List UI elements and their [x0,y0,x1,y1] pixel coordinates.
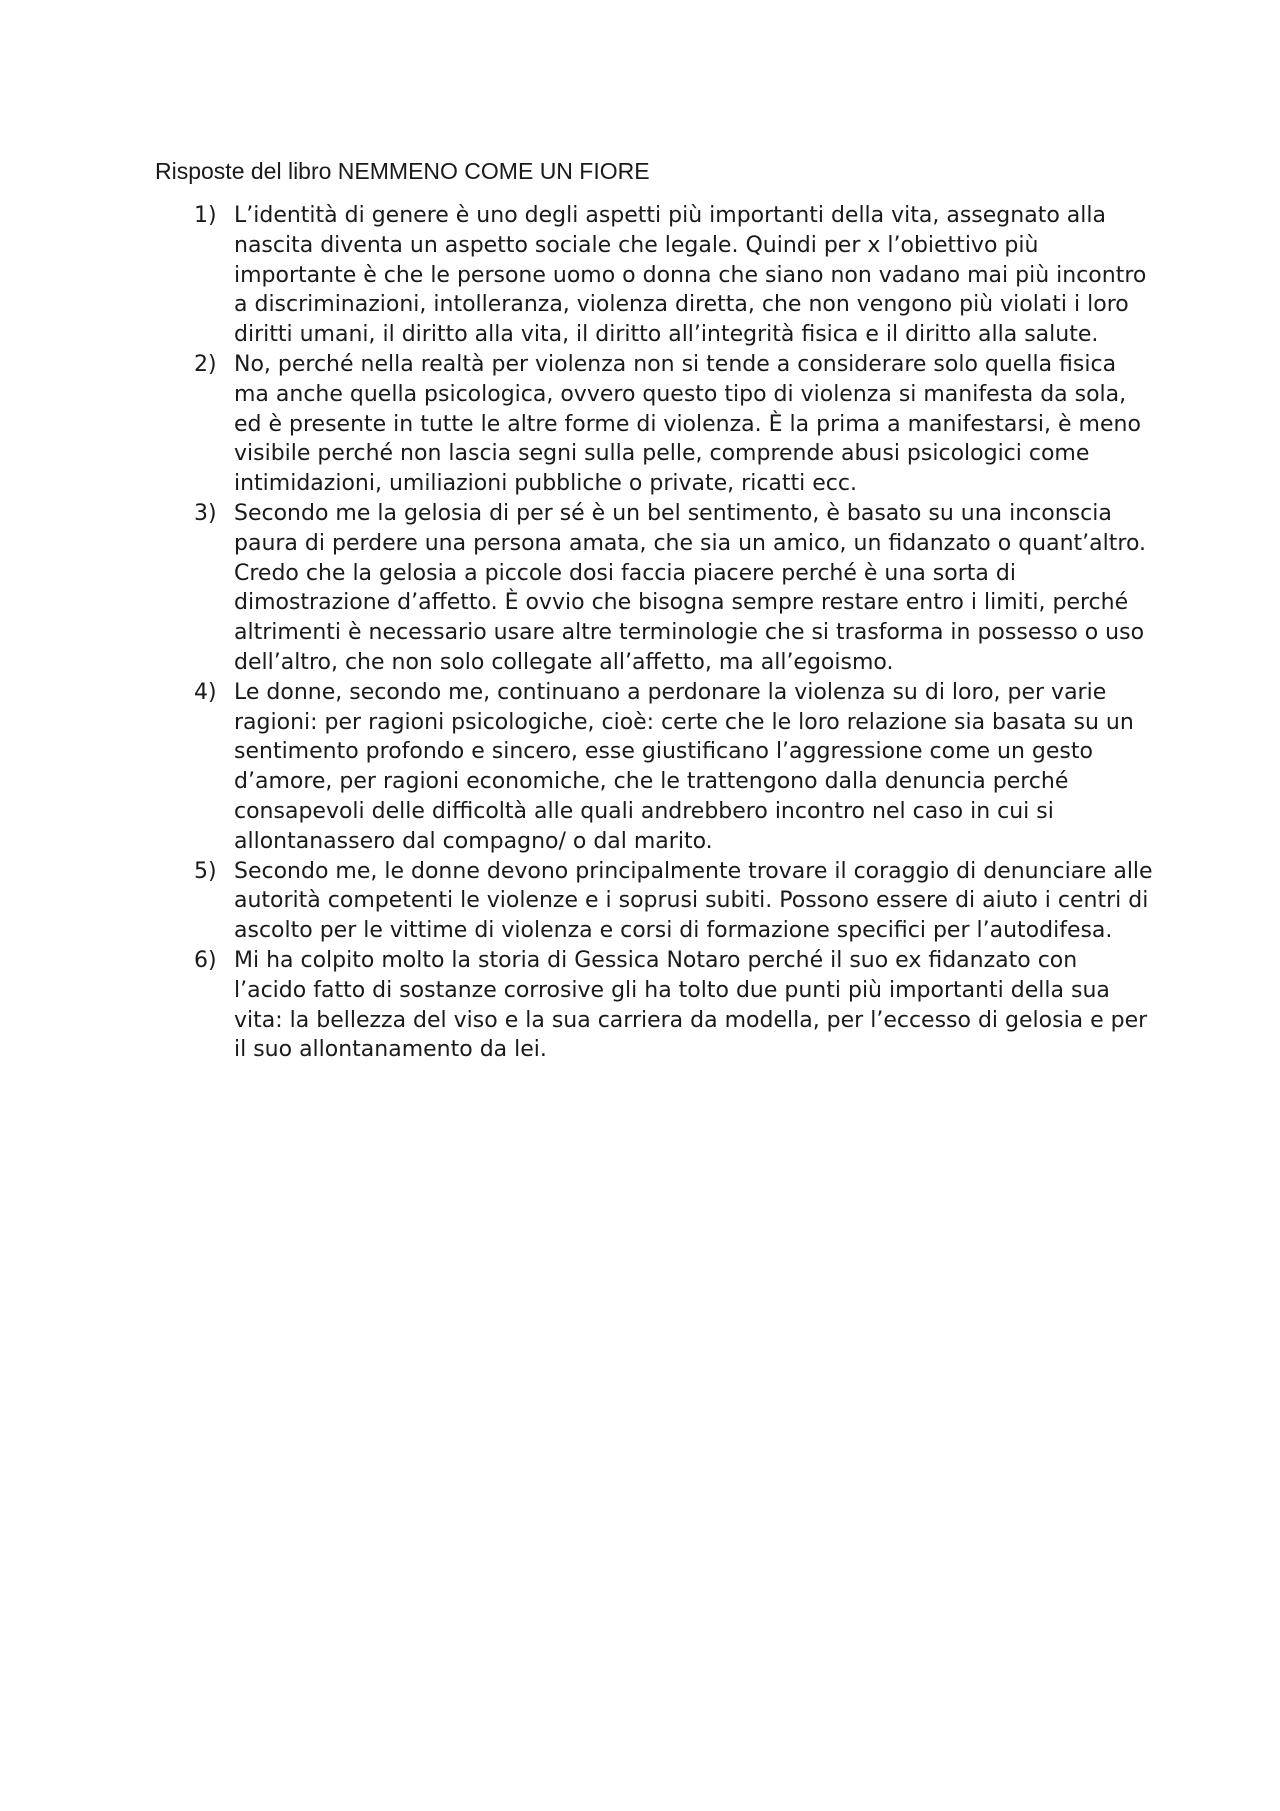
answers-list [194,201,1154,1065]
answer-item-3 [194,499,1154,678]
answer-text: Secondo me la gelosia di per sé è un bel sentimento, è basato su una inconscia paura di perdere una persona amata, che sia un amico, un fidanzato o quant’altro. Credo che la gelosia a piccole dosi faccia piacere perché è una sorta di dimostrazione d’affetto. È ovvio che bisogna sempre restare entro i limiti, perché altrimenti è necessario usare altre terminologie che si trasforma in possesso o uso dell’altro, che non solo collegate all’affetto, ma all’egoismo. [234,500,1147,675]
answer-number: 5) [194,858,217,884]
answer-item-1 [194,201,1154,350]
answer-item-2 [194,350,1154,499]
answer-text: Mi ha colpito molto la storia di Gessica Notaro perché il suo ex fidanzato con l’acido fatto di sostanze corrosive gli ha tolto due punti più importanti della sua vita: la bellezza del viso e la sua carriera da modella, per l’eccesso di gelosia e per il suo allontanamento da lei. [234,947,1148,1063]
answer-text: L’identità di genere è uno degli aspetti più importanti della vita, assegnato alla nascita diventa un aspetto sociale che legale. Quindi per x l’obiettivo più importante è che le persone uomo o donna che siano non vadano mai più incontro a discriminazioni, intolleranza, violenza diretta, che non vengono più violati i loro diritti umani, il diritto alla vita, il diritto all’integrità fisica e il diritto alla salute. [234,203,1147,348]
answer-text: Le donne, secondo me, continuano a perdonare la violenza su di loro, per varie ragioni: per ragioni psicologiche, cioè: certe che le loro relazione sia basata su un sentimento profondo e sincero, esse giustificano l’aggressione come un gesto d’amore, per ragioni economiche, che le trattengono dalla denuncia perché consapevoli delle difficoltà alle quali andrebbero incontro nel caso in cui si allontanassero dal compagno/ o dal marito. [234,679,1134,854]
answer-number: 2) [194,351,217,377]
answer-text: Secondo me, le donne devono principalmente trovare il coraggio di denunciare alle autorità competenti le violenze e i soprusi subiti. Possono essere di aiuto i centri di ascolto per le vittime di violenza e corsi di formazione specifici per l’autodifesa. [234,858,1153,944]
document-title: Risposte del libro NEMMENO COME UN FIORE [155,158,650,184]
answer-number: 6) [194,947,217,973]
answer-item-4 [194,678,1154,857]
answer-text: No, perché nella realtà per violenza non si tende a considerare solo quella fisica ma anche quella psicologica, ovvero questo tipo di violenza si manifesta da sola, ed è presente in tutte le altre forme di violenza. È la prima a manifestarsi, è meno visibile perché non lascia segni sulla pelle, comprende abusi psicologici come intimidazioni, umiliazioni pubbliche o private, ricatti ecc. [234,351,1141,497]
answer-item-5 [194,857,1154,946]
answer-number: 3) [194,500,217,526]
answer-number: 4) [194,679,217,705]
answer-item-6 [194,946,1154,1065]
answer-number: 1) [194,203,217,228]
